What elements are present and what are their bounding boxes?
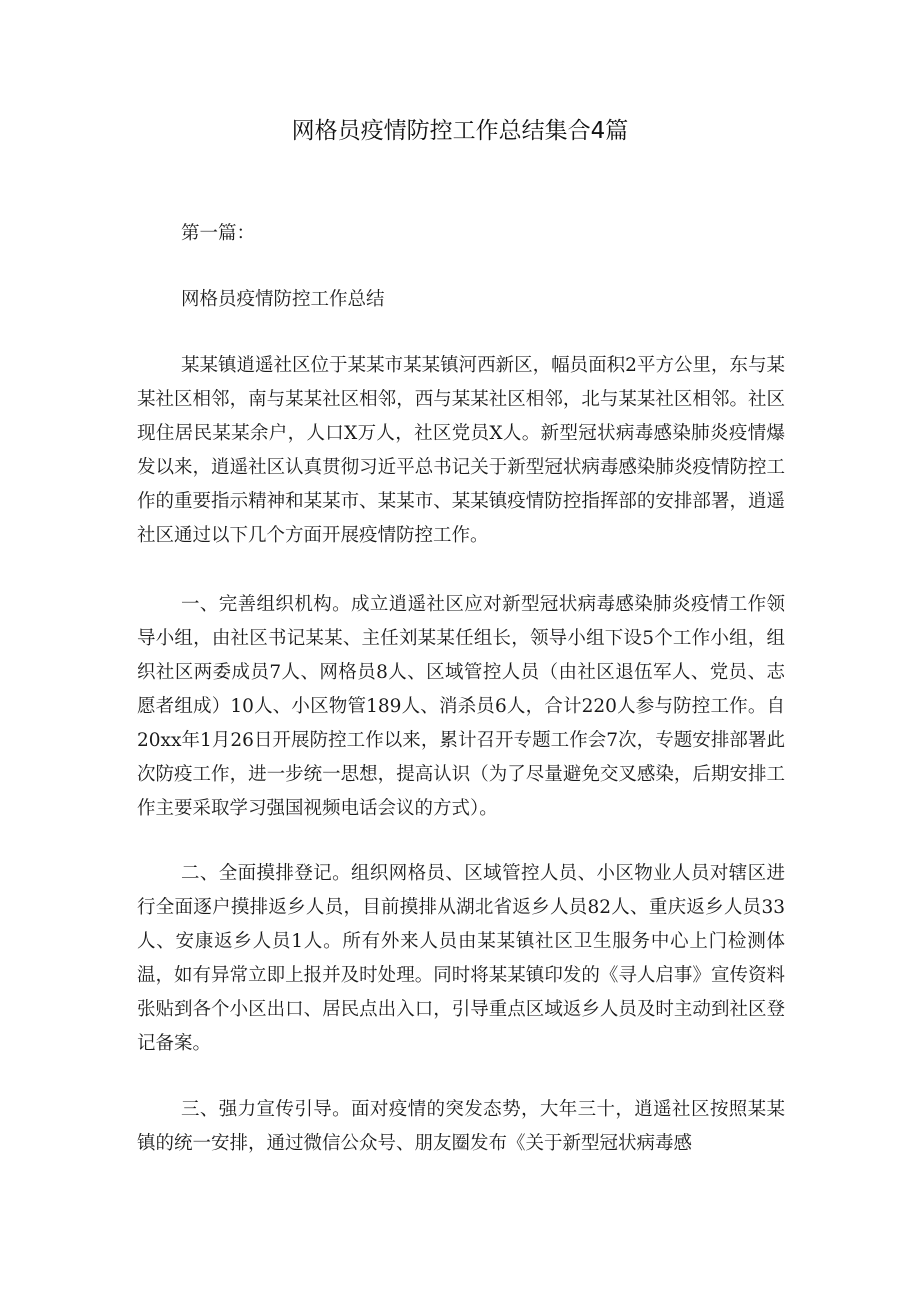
paragraph-publicity: 三、强力宣传引导。面对疫情的突发态势，大年三十，逍遥社区按照某某镇的统一安排，通过微信公众号、朋友圈发布《关于新型冠状病毒感 [137, 1099, 785, 1154]
section-title: 网格员疫情防控工作总结 [181, 289, 385, 310]
paragraph-organization: 一、完善组织机构。成立逍遥社区应对新型冠状病毒感染肺炎疫情工作领导小组，由社区书记某某、主任刘某某任组长，领导小组下设5个工作小组，组织社区两委成员7人、网格员8人、区域管控人员（由社区退伍军人、党员、志愿者组成）10人、小区物管189人、消杀员6人，合计220人参与防控工作。自20xx年1月26日开展防控工作以来，累计召开专题工作会7次，专题安排部署此次防疫工作，进一步统一思想，提高认识（为了尽量避免交叉感染，后期安排工作主要采取学习强国视频电话会议的方式）。 [137, 594, 785, 819]
section-label: 第一篇： [181, 223, 256, 244]
paragraph-registration: 二、全面摸排登记。组织网格员、区域管控人员、小区物业人员对辖区进行全面逐户摸排返乡人员，目前摸排从湖北省返乡人员82人、重庆返乡人员33人、安康返乡人员1人。所有外来人员由某某镇社区卫生服务中心上门检测体温，如有异常立即上报并及时处理。同时将某某镇印发的《寻人启事》宣传资料张贴到各个小区出口、居民点出入口，引导重点区域返乡人员及时主动到社区登记备案。 [137, 863, 785, 1054]
document-title: 网格员疫情防控工作总结集合4篇 [291, 118, 629, 144]
paragraph-intro: 某某镇逍遥社区位于某某市某某镇河西新区，幅员面积2平方公里，东与某某社区相邻，南与某某社区相邻，西与某某社区相邻，北与某某社区相邻。社区现住居民某某余户，人口X万人，社区党员X人。新型冠状病毒感染肺炎疫情爆发以来，逍遥社区认真贯彻习近平总书记关于新型冠状病毒感染肺炎疫情防控工作的重要指示精神和某某市、某某市、某某镇疫情防控指挥部的安排部署，逍遥社区通过以下几个方面开展疫情防控工作。 [137, 355, 785, 546]
